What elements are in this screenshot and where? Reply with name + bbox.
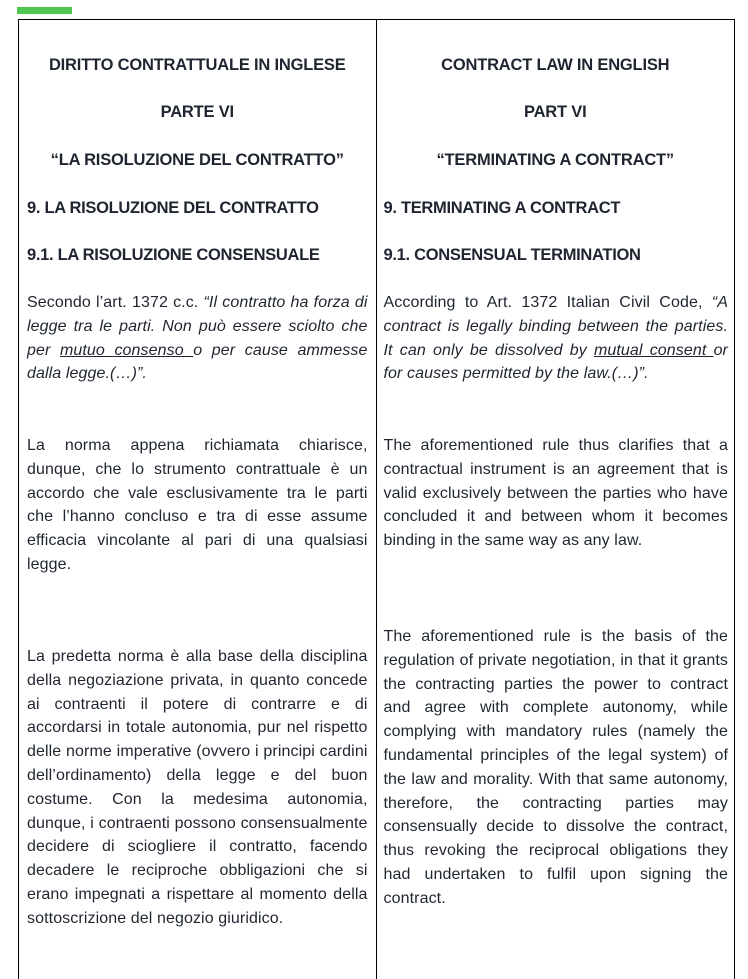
accent-bar (17, 7, 72, 14)
section-heading: 9. TERMINATING A CONTRACT (383, 199, 621, 217)
paragraph-2: La norma appena richiamata chiarisce, dunque, che lo strumento contrattuale è un accordo che vale esclusivamente tra le parti che l’hanno concluso e tra di esse assume efficacia vincolante al pari di una qualsiasi legge. (27, 437, 368, 573)
bilingual-table (18, 19, 735, 979)
english-column (377, 20, 735, 979)
italian-column (19, 20, 377, 979)
chapter-subtitle: “TERMINATING A CONTRACT” (436, 151, 674, 169)
paragraph-1 (384, 291, 729, 386)
quote-start: “A contract is legally binding between the parties. It can only be dissolved by (383, 294, 728, 359)
quote-end: or for causes permitted by the law.(…)”. (383, 341, 728, 383)
document-title: CONTRACT LAW IN ENGLISH (441, 56, 670, 74)
paragraph-2: The aforementioned rule thus clarifies that a contractual instrument is an agreement that is valid exclusively between the parties who have concluded it and between whom it becomes binding in the same way as any law. (383, 437, 728, 550)
part-label: PARTE VI (160, 103, 234, 121)
paragraph-3: The aforementioned rule is the basis of the regulation of private negotiation, in that it grants the contracting parties the power to contract and agree with complete autonomy, while complying with mandatory rules (namely the fundamental principles of the legal system) of the law and morality. With that same autonomy, therefore, the contracting parties may consensually decide to dissolve the contract, thus revoking the reciprocal obligations they had undertaken to fulfil upon signing the contract. (383, 628, 728, 907)
quote-start: “Il contratto ha forza di legge tra le parti. Non può essere sciolto che per (27, 294, 368, 359)
quote-end: o per cause ammesse dalla legge.(…)”. (27, 341, 368, 383)
chapter-subtitle: “LA RISOLUZIONE DEL CONTRATTO” (50, 151, 344, 169)
part-label: PART VI (524, 103, 587, 121)
paragraph-3: La predetta norma è alla base della disciplina della negoziazione privata, in quanto concede ai contraenti il potere di contrarre e di accordarsi in totale autonomia, pur nel rispetto delle norme imperative (ovvero i principi cardini dell’ordinamento) della legge e del buon costume. Con la medesima autonomia, dunque, i contraenti possono consensualmente decidere di sciogliere il contratto, facendo decadere le reciproche obbligazioni che si erano impegnati a rispettare al momento della sottoscrizione del negozio giuridico. (27, 648, 368, 927)
quote-underlined: mutual consent (593, 341, 714, 359)
paragraph-1 (27, 291, 368, 386)
paragraph-1-intro: According to Art. 1372 Italian Civil Code, (383, 294, 712, 311)
paragraph-1-intro: Secondo l’art. 1372 c.c. (27, 294, 204, 311)
subsection-heading: 9.1. LA RISOLUZIONE CONSENSUALE (27, 246, 320, 264)
subsection-heading: 9.1. CONSENSUAL TERMINATION (383, 246, 641, 264)
quote-underlined: mutuo consenso (59, 341, 194, 359)
section-heading: 9. LA RISOLUZIONE DEL CONTRATTO (27, 199, 319, 217)
document-title: DIRITTO CONTRATTUALE IN INGLESE (48, 56, 346, 74)
